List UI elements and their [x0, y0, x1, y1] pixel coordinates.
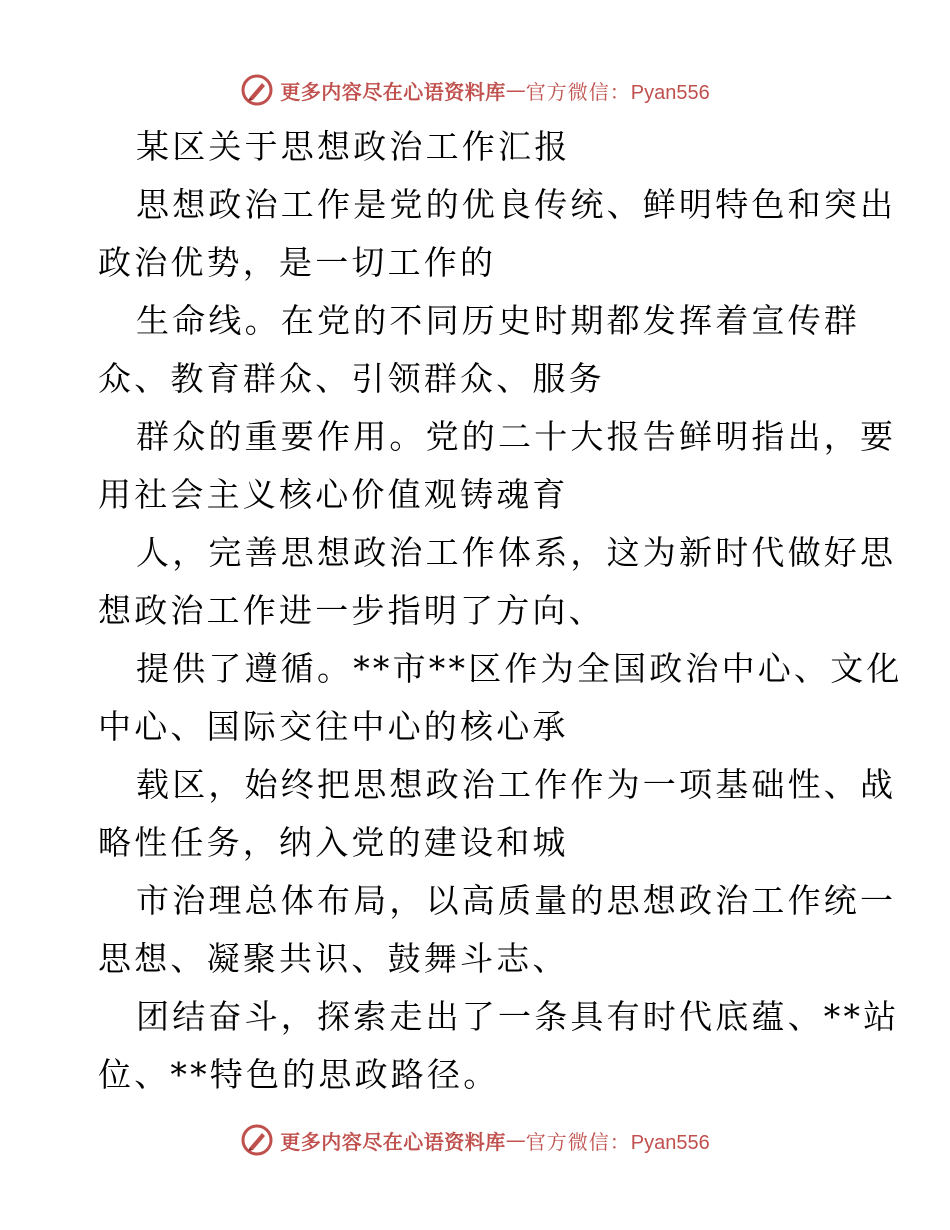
- text-line: 中心、国际交往中心的核心承: [98, 707, 569, 746]
- watermark-contact-label: 官方微信：: [525, 79, 631, 104]
- text-line: 思想、凝聚共识、鼓舞斗志、: [98, 939, 569, 978]
- text-line: 位、**特色的思政路径。: [98, 1055, 500, 1094]
- text-line: 政治优势，是一切工作的: [98, 243, 497, 282]
- header-watermark: [0, 70, 950, 110]
- text-line: 生命线。在党的不同历史时期都发挥着宣传群: [136, 301, 860, 340]
- watermark-contact: [526, 1126, 710, 1155]
- text-line: 团结奋斗，探索走出了一条具有时代底蕴、**站: [136, 997, 900, 1036]
- watermark-main-text: 更多内容尽在心语资料库: [280, 79, 506, 104]
- text-line: 载区，始终把思想政治工作作为一项基础性、战: [136, 765, 897, 804]
- text-line: 思想政治工作是党的优良传统、鲜明特色和突出: [136, 185, 897, 224]
- watermark-main-text: 更多内容尽在心语资料库: [280, 1129, 506, 1154]
- watermark-separator: —: [505, 1128, 526, 1152]
- watermark-contact-label: 官方微信：: [525, 1129, 631, 1154]
- watermark-contact-id: Pyan556: [630, 81, 710, 104]
- document-body: [98, 118, 903, 1104]
- text-line: 群众的重要作用。党的二十大报告鲜明指出，要: [136, 417, 897, 456]
- text-line: 市治理总体布局，以高质量的思想政治工作统一: [136, 881, 897, 920]
- text-line: 提供了遵循。**市**区作为全国政治中心、文化: [136, 649, 903, 688]
- text-line: 略性任务，纳入党的建设和城: [98, 823, 569, 862]
- text-line: 人，完善思想政治工作体系，这为新时代做好思: [136, 533, 897, 572]
- text-line: 众、教育群众、引领群众、服务: [98, 359, 605, 398]
- footer-watermark: [0, 1120, 950, 1160]
- text-line: 用社会主义核心价值观铸魂育: [98, 475, 569, 514]
- text-line: 想政治工作进一步指明了方向、: [98, 591, 605, 630]
- pen-nib-logo-icon: [240, 1123, 274, 1157]
- watermark-contact: [526, 76, 710, 105]
- watermark-separator: —: [505, 78, 526, 102]
- document-title: 某区关于思想政治工作汇报: [136, 127, 571, 166]
- pen-nib-logo-icon: [240, 73, 274, 107]
- watermark-contact-id: Pyan556: [630, 1131, 710, 1154]
